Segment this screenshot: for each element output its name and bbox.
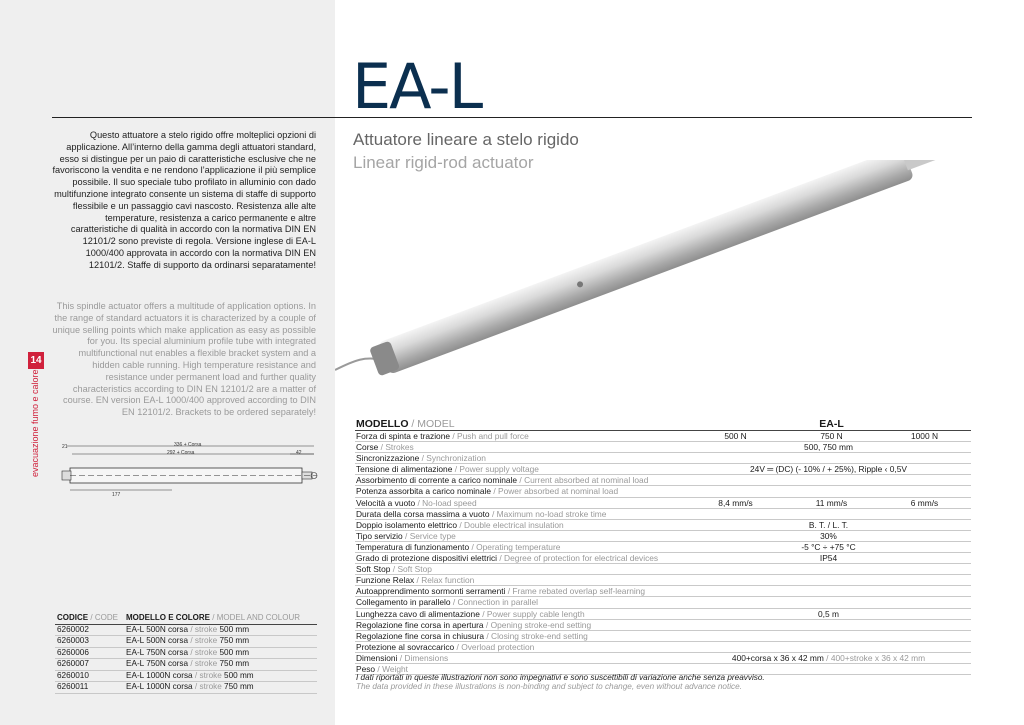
code-cell: 6260006 xyxy=(55,647,124,659)
actuator-body xyxy=(378,160,914,375)
spec-row xyxy=(355,453,971,464)
dim-177: 177 xyxy=(112,492,121,498)
dim-42: 42 xyxy=(296,450,302,456)
spec-value xyxy=(685,453,971,464)
spec-row xyxy=(355,431,971,442)
spec-row xyxy=(355,519,971,530)
code-cell: 6260003 xyxy=(55,636,124,648)
spec-value xyxy=(685,508,971,519)
spec-label: Peso / Weight xyxy=(355,663,685,674)
spec-label: Protezione al sovraccarico / Overload protection xyxy=(355,641,685,652)
dim-body: 292 + Corsa xyxy=(167,450,195,456)
spec-value: B. T. / L. T. xyxy=(685,519,971,530)
code-row xyxy=(55,670,317,682)
specs-header-label: MODELLO / MODEL xyxy=(355,418,685,431)
dim-21: 21 xyxy=(62,444,68,450)
spec-row xyxy=(355,575,971,586)
spec-value xyxy=(685,586,971,597)
spec-value: 0,5 m xyxy=(685,608,971,619)
spec-label: Grado di protezione dispositivi elettrici / Degree of protection for electrical devices xyxy=(355,553,685,564)
spec-row xyxy=(355,475,971,486)
spec-value: 6 mm/s xyxy=(877,497,971,508)
spec-row xyxy=(355,564,971,575)
spec-row xyxy=(355,641,971,652)
spec-value: -5 °C ÷ +75 °C xyxy=(685,541,971,552)
spec-label: Autoapprendimento sormonti serramenti / Frame rebated overlap self-learning xyxy=(355,586,685,597)
spec-label: Durata della corsa massima a vuoto / Maximum no-load stroke time xyxy=(355,508,685,519)
code-cell: 6260002 xyxy=(55,624,124,636)
spec-value: IP54 xyxy=(685,553,971,564)
spec-value: 1000 N xyxy=(877,431,971,442)
technical-drawing xyxy=(52,438,322,498)
subtitle-english: Linear rigid-rod actuator xyxy=(353,153,534,172)
page-title: EA-L xyxy=(352,50,482,123)
description-italian: Questo attuatore a stelo rigido offre molteplici opzioni di applicazione. All’interno della gamma degli attuatori standard, esso si distingue per un paio di caratteristiche esclusive che ne favoriscono la vendita e ne rendono l’applicazione il più semplice possibile. Il suo speciale tubo profilato in alluminio con dado multifunzione integrato consente un sistema di staffe di supporto flessibile e un passaggio cavi nascosto. Resistenza alle alte temperature, resistenza a carico permanente e altre caratteristiche di qualità in accordo con la normativa DIN EN 12101/2 sono previste di regola. Versione inglese di EA-L 1000/400 approvata in accordo con la normativa DIN EN 12101/2. Staffe di supporto da ordinarsi separatamente! xyxy=(52,130,316,270)
code-row xyxy=(55,636,317,648)
spec-value xyxy=(685,475,971,486)
spec-label: Tensione di alimentazione / Power supply voltage xyxy=(355,464,685,475)
spec-value: 8,4 mm/s xyxy=(685,497,785,508)
spec-value: 500, 750 mm xyxy=(685,442,971,453)
spec-value xyxy=(685,575,971,586)
spec-value xyxy=(685,619,971,630)
section-label: evacuazione fumo e calore xyxy=(30,369,40,477)
model-cell: EA-L 1000N corsa / stroke 500 mm xyxy=(124,670,317,682)
codes-table xyxy=(55,613,317,694)
spec-label: Potenza assorbita a carico nominale / Power absorbed at nominal load xyxy=(355,486,685,497)
rod xyxy=(903,160,936,170)
code-cell: 6260007 xyxy=(55,659,124,671)
spec-value: 30% xyxy=(685,530,971,541)
model-cell: EA-L 750N corsa / stroke 750 mm xyxy=(124,659,317,671)
model-cell: EA-L 500N corsa / stroke 750 mm xyxy=(124,636,317,648)
codes-header-code: CODICE / CODE xyxy=(55,613,124,624)
codes-header-model: MODELLO E COLORE / MODEL AND COLOUR xyxy=(124,613,317,624)
code-row xyxy=(55,682,317,694)
specs-header-row xyxy=(355,418,971,431)
spec-value: 400+corsa x 36 x 42 mm / 400+stroke x 36 x 42 mm xyxy=(685,652,971,663)
spec-row xyxy=(355,652,971,663)
spec-label: Doppio isolamento elettrico / Double electrical insulation xyxy=(355,519,685,530)
spec-value xyxy=(685,630,971,641)
spec-row xyxy=(355,497,971,508)
disclaimer-english: The data provided in these illustrations is non-binding and subject to change, even without advance notice. xyxy=(356,682,742,691)
code-cell: 6260010 xyxy=(55,670,124,682)
model-cell: EA-L 750N corsa / stroke 500 mm xyxy=(124,647,317,659)
spec-label: Velocità a vuoto / No-load speed xyxy=(355,497,685,508)
spec-row xyxy=(355,608,971,619)
spec-row xyxy=(355,586,971,597)
spec-label: Dimensioni / Dimensions xyxy=(355,652,685,663)
spec-value: 11 mm/s xyxy=(785,497,877,508)
spec-row xyxy=(355,442,971,453)
spec-value: 750 N xyxy=(785,431,877,442)
spec-row xyxy=(355,508,971,519)
spec-label: Sincronizzazione / Synchronization xyxy=(355,453,685,464)
spec-label: Regolazione fine corsa in apertura / Opening stroke-end setting xyxy=(355,619,685,630)
spec-row xyxy=(355,619,971,630)
spec-value xyxy=(685,486,971,497)
spec-row xyxy=(355,486,971,497)
model-cell: EA-L 1000N corsa / stroke 750 mm xyxy=(124,682,317,694)
spec-row xyxy=(355,597,971,608)
spec-label: Funzione Relax / Relax function xyxy=(355,575,685,586)
spec-label: Tipo servizio / Service type xyxy=(355,530,685,541)
spec-label: Assorbimento di corrente a carico nominale / Current absorbed at nominal load xyxy=(355,475,685,486)
code-row xyxy=(55,659,317,671)
spec-value xyxy=(685,564,971,575)
code-cell: 6260011 xyxy=(55,682,124,694)
spec-label: Corse / Strokes xyxy=(355,442,685,453)
spec-value: 24V ═ (DC) (- 10% / + 25%), Ripple ‹ 0,5V xyxy=(685,464,971,475)
dim-total: 336 + Corsa xyxy=(174,442,202,448)
description-english: This spindle actuator offers a multitude of application options. In the range of standard actuators it is characterized by a couple of unique selling points which make application as easy as possible for you. Its special aluminium profile tube with integrated multifunctional nut enables a flexible bracket system and a hidden cable running. High temperature resistance and resistance under permanent load and further quality characteristics according to DIN EN 12101/2 are a matter of course. EN version EA-L 1000/400 approved according to DIN EN 12101/2. Brackets to be ordered separately! xyxy=(52,301,316,418)
specs-header-model: EA-L xyxy=(785,418,877,431)
specs-table xyxy=(355,418,971,675)
spec-label: Forza di spinta e trazione / Push and pull force xyxy=(355,431,685,442)
spec-label: Soft Stop / Soft Stop xyxy=(355,564,685,575)
spec-row xyxy=(355,464,971,475)
header-rule xyxy=(52,117,972,118)
subtitle-italian: Attuatore lineare a stelo rigido xyxy=(353,130,579,149)
spec-value xyxy=(685,597,971,608)
model-cell: EA-L 500N corsa / stroke 500 mm xyxy=(124,624,317,636)
spec-label: Regolazione fine corsa in chiusura / Closing stroke-end setting xyxy=(355,630,685,641)
page-number: 14 xyxy=(28,352,44,369)
disclaimer-italian: I dati riportati in queste illustrazioni non sono impegnativi e sono suscettibili di variazione anche senza preavviso. xyxy=(356,673,765,682)
spec-row xyxy=(355,553,971,564)
codes-header-row xyxy=(55,613,317,624)
spec-row xyxy=(355,530,971,541)
spec-value xyxy=(685,641,971,652)
spec-label: Temperatura di funzionamento / Operating temperature xyxy=(355,541,685,552)
actuator-image xyxy=(335,160,985,390)
spec-label: Lunghezza cavo di alimentazione / Power supply cable length xyxy=(355,608,685,619)
spec-value: 500 N xyxy=(685,431,785,442)
code-row xyxy=(55,647,317,659)
spec-row xyxy=(355,630,971,641)
spec-label: Collegamento in parallelo / Connection in parallel xyxy=(355,597,685,608)
spec-row xyxy=(355,541,971,552)
code-row xyxy=(55,624,317,636)
